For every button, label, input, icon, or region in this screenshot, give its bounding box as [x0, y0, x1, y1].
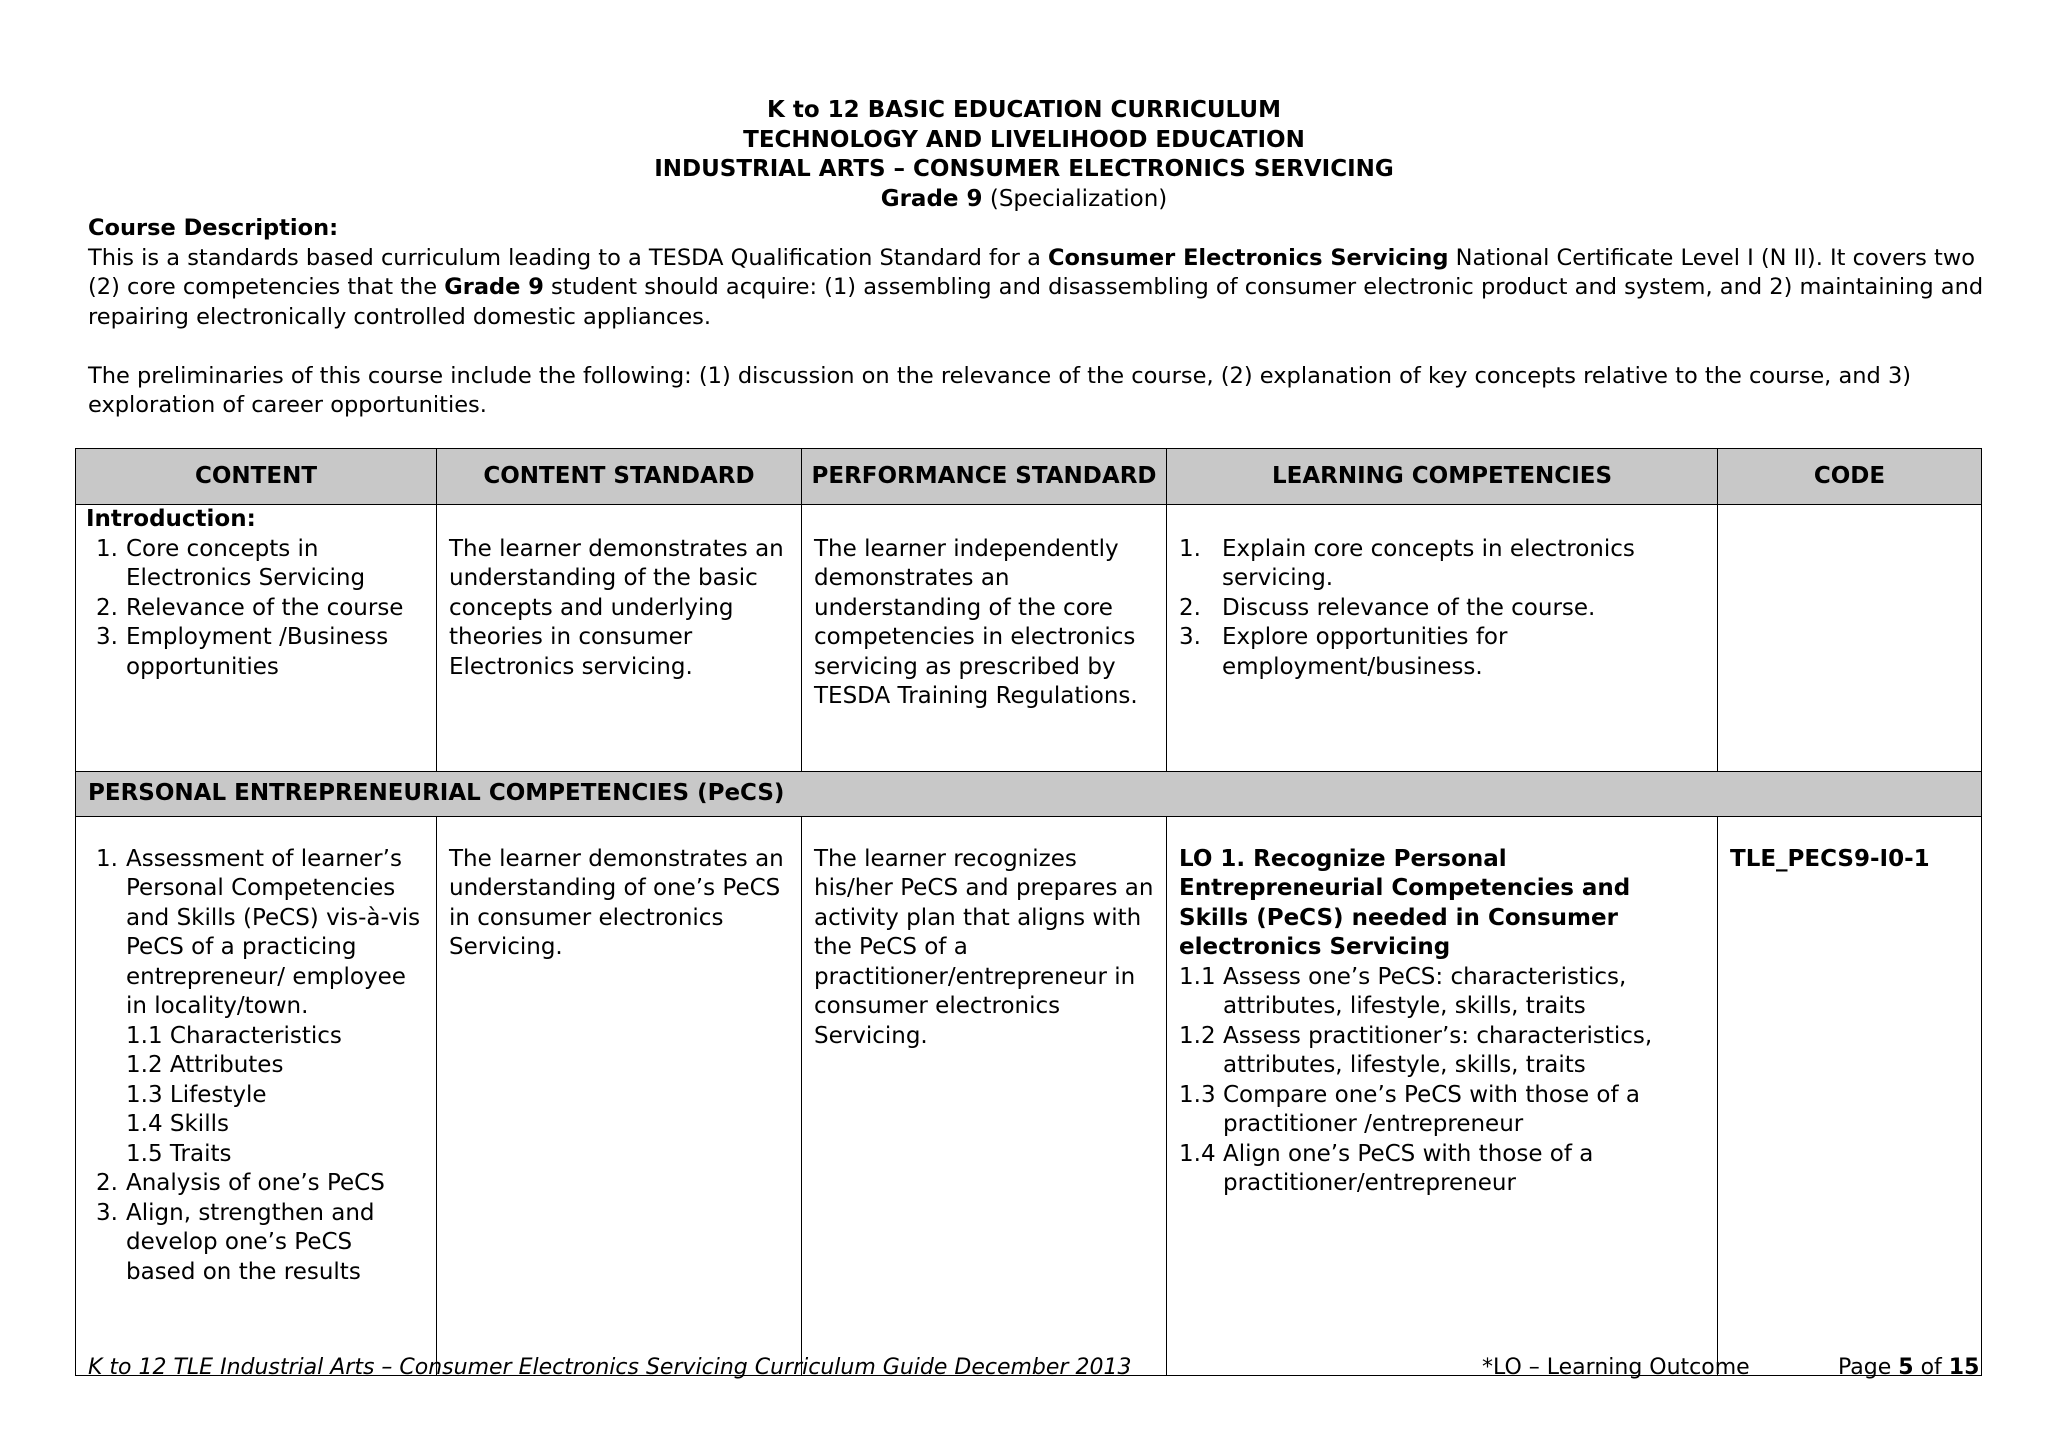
header-content-standard: CONTENT STANDARD	[437, 449, 802, 505]
section-title: PERSONAL ENTREPRENEURIAL COMPETENCIES (PeCS)	[76, 771, 1982, 816]
table-header-row	[76, 449, 1982, 505]
pecs-content-list	[96, 845, 424, 1288]
performance-standard-cell: The learner recognizes his/her PeCS and prepares an activity plan that aligns with the PeCS of a practitioner/entrepreneur in consumer electronics Servicing.	[802, 816, 1167, 1375]
learning-outcome-list	[1179, 963, 1705, 1199]
code-cell: TLE_PECS9-I0-1	[1718, 816, 1982, 1375]
item-number: 3.	[96, 1199, 118, 1226]
header-performance-standard: PERFORMANCE STANDARD	[802, 449, 1167, 505]
item-number: 1.1	[1179, 963, 1216, 990]
item-text: Analysis of one’s PeCS	[126, 1170, 385, 1196]
course-description	[88, 214, 1988, 421]
list-item	[1179, 1022, 1705, 1081]
footer-page-number	[1838, 1354, 1979, 1382]
course-description-paragraph-2: The preliminaries of this course include the following: (1) discussion on the relevance of the course, (2) explanation of key concepts relative to the course, and 3) exploration of career opportunities.	[88, 362, 1912, 418]
item-number: 2.	[96, 1170, 118, 1196]
header-code: CODE	[1718, 449, 1982, 505]
desc-text-c: National Certificate Level I (N II). It covers two (2) core competencies that the	[88, 244, 1976, 300]
intro-list	[96, 535, 424, 683]
curriculum-table	[75, 448, 1982, 1376]
desc-text-e: student should acquire: (1) assembling and disassembling of consumer electronic product and system, and 2) maintaining and repairing electronically controlled domestic appliances.	[88, 274, 1984, 330]
header-learning-competencies: LEARNING COMPETENCIES	[1167, 449, 1718, 505]
competencies-list	[1179, 535, 1705, 683]
sub-list-item: 1.4 Skills	[126, 1111, 229, 1137]
item-text: Compare one’s PeCS with those of a practitioner /entrepreneur	[1223, 1081, 1641, 1137]
table-row	[76, 505, 1982, 772]
item-text: Employment /Business opportunities	[126, 624, 389, 680]
list-item	[1179, 623, 1705, 682]
header-content: CONTENT	[76, 449, 437, 505]
code-cell	[1718, 505, 1982, 772]
competencies-cell	[1167, 816, 1718, 1375]
content-cell	[76, 505, 437, 772]
performance-standard-cell: The learner independently demonstrates an understanding of the core competencies in electronics servicing as prescribed by TESDA Training Regulations.	[802, 505, 1167, 772]
sub-list-item: 1.1 Characteristics	[126, 1022, 342, 1049]
intro-title: Introduction:	[86, 506, 256, 532]
item-text: Explore opportunities for employment/business.	[1222, 624, 1508, 680]
course-description-label: Course Description:	[88, 215, 339, 241]
desc-grade: Grade 9	[444, 274, 544, 300]
item-number: 2.	[96, 594, 118, 621]
item-number: 1.2	[1179, 1022, 1216, 1049]
page-total: 15	[1948, 1355, 1980, 1380]
grade-label: Grade 9	[880, 185, 983, 212]
list-item	[96, 1199, 424, 1288]
page-word: Page	[1838, 1355, 1892, 1380]
content-standard-cell: The learner demonstrates an understanding of the basic concepts and underlying theories in consumer Electronics servicing.	[437, 505, 802, 772]
item-number: 1.	[1179, 535, 1201, 562]
item-text: Core concepts in Electronics Servicing	[126, 535, 366, 591]
item-number: 3.	[96, 624, 118, 650]
of-word: of	[1920, 1355, 1942, 1380]
item-text: Align, strengthen and develop one’s PeCS based on the results	[126, 1199, 375, 1285]
page-current: 5	[1898, 1355, 1914, 1380]
content-standard-cell: The learner demonstrates an understanding of one’s PeCS in consumer electronics Servicing.	[437, 816, 802, 1375]
item-text: Align one’s PeCS with those of a practitioner/entrepreneur	[1223, 1140, 1594, 1196]
footer-lo-legend: *LO – Learning Outcome	[1482, 1355, 1750, 1380]
list-item	[96, 1169, 424, 1199]
list-item	[96, 535, 424, 594]
section-row	[76, 771, 1982, 816]
list-item	[96, 845, 424, 1170]
header-line-2: TECHNOLOGY AND LIVELIHOOD EDUCATION	[743, 126, 1305, 153]
item-number: 1.	[96, 845, 118, 872]
item-text: Relevance of the course	[126, 594, 404, 621]
pecs-sublist	[126, 1022, 424, 1170]
item-text: Assess practitioner’s: characteristics, attributes, lifestyle, skills, traits	[1223, 1022, 1653, 1078]
item-number: 1.	[96, 535, 118, 562]
table-row	[76, 816, 1982, 1375]
item-text: Assess one’s PeCS: characteristics, attributes, lifestyle, skills, traits	[1223, 963, 1627, 1019]
list-item	[1179, 1081, 1705, 1140]
learning-outcome-title: LO 1. Recognize Personal Entrepreneurial Competencies and Skills (PeCS) needed in Consumer electronics Servicing	[1179, 845, 1631, 960]
competencies-cell	[1167, 505, 1718, 772]
sub-list-item: 1.2 Attributes	[126, 1052, 284, 1078]
list-item	[1179, 594, 1705, 624]
header-grade	[0, 185, 2048, 215]
list-item	[1179, 535, 1705, 594]
item-text: Discuss relevance of the course.	[1222, 594, 1596, 621]
sub-list-item: 1.5 Traits	[126, 1140, 232, 1167]
footer-guide-title: K to 12 TLE Industrial Arts – Consumer Electronics Servicing Curriculum Guide December 2013	[88, 1355, 1132, 1380]
sub-list-item: 1.3 Lifestyle	[126, 1081, 267, 1108]
list-item	[96, 594, 424, 624]
list-item	[1179, 963, 1705, 1022]
content-cell	[76, 816, 437, 1375]
course-description-paragraph-1	[88, 244, 1988, 333]
item-number: 1.4	[1179, 1140, 1216, 1167]
item-text: Explain core concepts in electronics servicing.	[1222, 535, 1635, 591]
item-text: Assessment of learner’s Personal Competencies and Skills (PeCS) vis-à-vis PeCS of a practicing entrepreneur/ employee in locality/town.	[126, 845, 421, 1019]
item-number: 3.	[1179, 624, 1201, 650]
desc-text-a: This is a standards based curriculum leading to a TESDA Qualification Standard for a	[88, 244, 1049, 271]
header-line-1: K to 12 BASIC EDUCATION CURRICULUM	[767, 97, 1281, 123]
list-item	[96, 623, 424, 682]
item-number: 2.	[1179, 594, 1201, 621]
grade-specialization: (Specialization)	[989, 185, 1168, 212]
document-header	[0, 96, 2048, 214]
list-item	[1179, 1140, 1705, 1199]
header-line-3: INDUSTRIAL ARTS – CONSUMER ELECTRONICS SERVICING	[654, 156, 1394, 182]
item-number: 1.3	[1179, 1081, 1216, 1108]
desc-qualification: Consumer Electronics Servicing	[1048, 244, 1449, 271]
